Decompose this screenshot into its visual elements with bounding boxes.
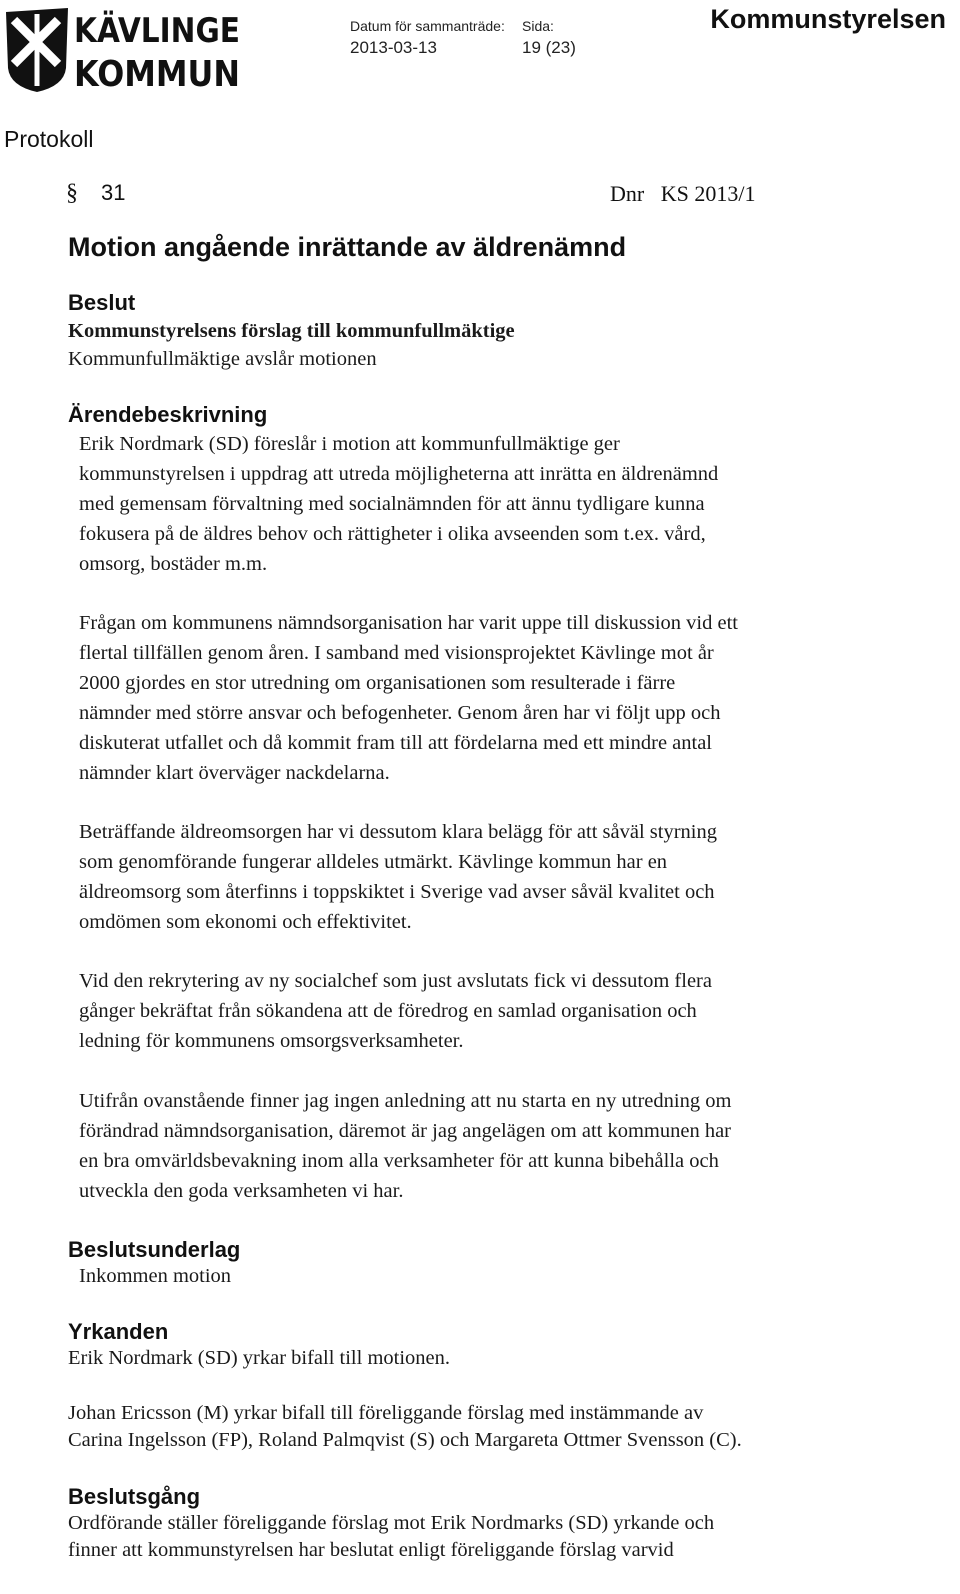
- date-value: 2013-03-13: [350, 38, 437, 57]
- coat-of-arms-icon: [6, 8, 68, 92]
- organisation-title: Kommunstyrelsen: [710, 4, 946, 34]
- text-line: Beträffande äldreomsorgen har vi dessutom klara belägg för att såväl styrning: [79, 821, 717, 843]
- yrkanden-text-2-line: Johan Ericsson (M) yrkar bifall till föreliggande förslag med instämmande av: [68, 1402, 704, 1424]
- text-line: Erik Nordmark (SD) föreslår i motion att kommunfullmäktige ger: [79, 433, 620, 455]
- text-line: äldreomsorg som återfinns i toppskiktet i Sverige vad avser såväl kvalitet och: [79, 881, 715, 903]
- kavlinge-kommun-logo: [4, 6, 265, 95]
- paragraph-symbol: §: [66, 180, 78, 206]
- text-line: förändrad nämndsorganisation, däremot är jag angelägen om att kommunen har: [79, 1120, 731, 1142]
- text-line: med gemensam förvaltning med socialnämnden för att ännu tydligare kunna: [79, 493, 705, 515]
- yrkanden-text-1: Erik Nordmark (SD) yrkar bifall till motionen.: [68, 1347, 451, 1369]
- logo-line2: KOMMUN: [74, 54, 240, 95]
- dnr-label: Dnr: [610, 181, 645, 206]
- beslutsgang-line: Ordförande ställer föreliggande förslag mot Erik Nordmarks (SD) yrkande och: [68, 1512, 715, 1534]
- beslutsunderlag-heading: Beslutsunderlag: [68, 1237, 241, 1262]
- beslut-text: Kommunfullmäktige avslår motionen: [68, 348, 377, 370]
- logo-line1: KÄVLINGE: [74, 11, 265, 51]
- text-line: flertal tillfällen genom åren. I samband med visionsprojektet Kävlinge mot år: [79, 642, 714, 664]
- text-line: Utifrån ovanstående finner jag ingen anledning att nu starta en ny utredning om: [79, 1090, 732, 1112]
- text-line: 2000 gjordes en stor utredning om organisationen som resulterade i färre: [79, 672, 676, 694]
- beslutsunderlag-text: Inkommen motion: [79, 1265, 232, 1287]
- yrkanden-heading: Yrkanden: [68, 1319, 169, 1344]
- text-line: diskuterat utfallet och då kommit fram till att fördelarna med ett mindre antal: [79, 732, 713, 754]
- page-label: Sida:: [522, 18, 554, 34]
- arendebeskrivning-heading: Ärendebeskrivning: [68, 402, 268, 427]
- text-line: nämnder klart överväger nackdelarna.: [79, 762, 390, 784]
- case-title: Motion angående inrättande av äldrenämnd: [68, 232, 627, 262]
- text-line: kommunstyrelsen i uppdrag att utreda möjligheterna att inrätta en äldrenämnd: [79, 463, 719, 485]
- date-label: Datum för sammanträde:: [350, 18, 505, 34]
- paragraph-number: 31: [101, 180, 126, 205]
- beslut-heading: Beslut: [68, 290, 136, 315]
- page-value: 19 (23): [522, 38, 576, 57]
- beslutsgang-line: finner att kommunstyrelsen har beslutat enligt föreliggande förslag varvid: [68, 1539, 674, 1561]
- beslutsgang-heading: Beslutsgång: [68, 1484, 201, 1509]
- dnr-value: KS 2013/1: [660, 181, 756, 206]
- text-line: Frågan om kommunens nämndsorganisation har varit uppe till diskussion vid ett: [79, 612, 738, 634]
- text-line: ledning för kommunens omsorgsverksamheter.: [79, 1030, 464, 1052]
- yrkanden-text-2-line: Carina Ingelsson (FP), Roland Palmqvist (S) och Margareta Ottmer Svensson (C).: [68, 1429, 742, 1451]
- text-line: gånger bekräftat från sökandena att de föredrog en samlad organisation och: [79, 1000, 697, 1022]
- text-line: fokusera på de äldres behov och rättigheter i olika avseenden som t.ex. vård,: [79, 523, 706, 545]
- text-line: en bra omvärldsbevakning inom alla verksamheter för att kunna bibehålla och: [79, 1150, 719, 1172]
- text-line: som genomförande fungerar alldeles utmärkt. Kävlinge kommun har en: [79, 851, 668, 873]
- text-line: Vid den rekrytering av ny socialchef som just avslutats fick vi dessutom flera: [79, 970, 712, 992]
- document-type: Protokoll: [4, 126, 94, 152]
- dnr: [610, 181, 755, 207]
- beslut-subheading: Kommunstyrelsens förslag till kommunfullmäktige: [68, 320, 515, 342]
- text-line: omsorg, bostäder m.m.: [79, 553, 268, 575]
- text-line: nämnder med större ansvar och befogenheter. Genom åren har vi följt upp och: [79, 702, 721, 724]
- text-line: omdömen som ekonomi och effektivitet.: [79, 911, 412, 933]
- text-line: utveckla den goda verksamheten vi har.: [79, 1180, 404, 1202]
